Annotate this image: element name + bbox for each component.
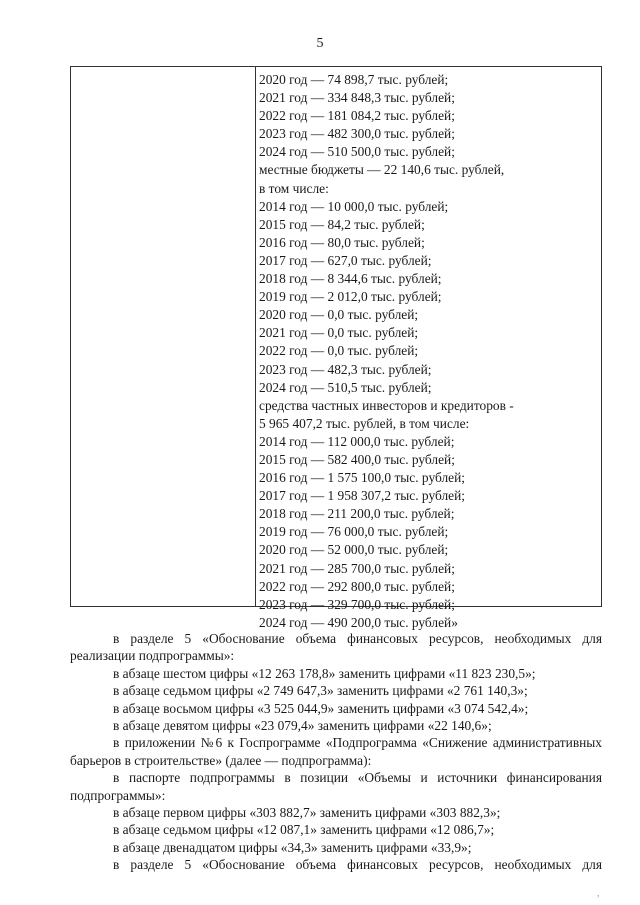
table-line: 2016 год — 80,0 тыс. рублей; <box>259 234 425 250</box>
table-line: 2014 год — 112 000,0 тыс. рублей; <box>259 433 455 449</box>
funding-table <box>70 66 602 630</box>
table-line: 2024 год — 510 500,0 тыс. рублей; <box>259 144 455 160</box>
table-line: 2016 год — 1 575 100,0 тыс. рублей; <box>259 470 465 486</box>
paragraph-appendix-6: в приложении №6 к Госпрограмме «Подпрограмма «Снижение административных барьеров в строительстве» (далее — подпрограмма): <box>70 735 602 768</box>
table-line: 2022 год — 181 084,2 тыс. рублей; <box>259 108 455 124</box>
edge-mark: , <box>597 888 600 899</box>
paragraph-abzats-12: в абзаце двенадцатом цифры «34,3» заменить цифрами «33,9»; <box>113 839 472 855</box>
table-line: 5 965 407,2 тыс. рублей, в том числе: <box>259 415 470 431</box>
table-line: 2023 год — 482,3 тыс. рублей; <box>259 361 432 377</box>
table-line: 2017 год — 1 958 307,2 тыс. рублей; <box>259 488 465 504</box>
table-line: 2019 год — 76 000,0 тыс. рублей; <box>259 524 449 540</box>
table-line: 2017 год — 627,0 тыс. рублей; <box>259 252 432 268</box>
table-line: 2023 год — 482 300,0 тыс. рублей; <box>259 126 455 142</box>
paragraph-abzats-1: в абзаце первом цифры «303 882,7» заменить цифрами «303 882,3»; <box>113 805 501 821</box>
paragraph-abzats-8: в абзаце восьмом цифры «3 525 044,9» заменить цифрами «3 074 542,4»; <box>113 700 529 716</box>
document-body <box>70 630 602 874</box>
table-line: 2022 год — 0,0 тыс. рублей; <box>259 343 419 359</box>
table-line: 2020 год — 52 000,0 тыс. рублей; <box>259 542 449 558</box>
table-line: в том числе: <box>259 180 329 196</box>
paragraph-abzats-7b: в абзаце седьмом цифры «12 087,1» заменить цифрами «12 086,7»; <box>113 822 495 838</box>
paragraph-section5-b: в разделе 5 «Обоснование объема финансовых ресурсов, необходимых для <box>113 857 602 873</box>
table-line: местные бюджеты — 22 140,6 тыс. рублей, <box>259 162 505 178</box>
table-line: 2014 год — 10 000,0 тыс. рублей; <box>259 198 449 214</box>
table-line: 2024 год — 490 200,0 тыс. рублей» <box>259 614 458 630</box>
paragraph-passport: в паспорте подпрограммы в позиции «Объемы и источники финансирования подпрограммы»: <box>70 770 602 803</box>
table-line: 2015 год — 582 400,0 тыс. рублей; <box>259 451 455 467</box>
table-line: 2021 год — 285 700,0 тыс. рублей; <box>259 560 455 576</box>
table-right-cell <box>259 71 597 632</box>
paragraph-abzats-6: в абзаце шестом цифры «12 263 178,8» заменить цифрами «11 823 230,5»; <box>113 665 536 681</box>
table-line: 2021 год — 0,0 тыс. рублей; <box>259 325 419 341</box>
paragraph-section5: в разделе 5 «Обоснование объема финансовых ресурсов, необходимых для реализации подпрограммы»: <box>70 631 602 664</box>
paragraph-abzats-7: в абзаце седьмом цифры «2 749 647,3» заменить цифрами «2 761 140,3»; <box>113 683 528 699</box>
table-line: 2021 год — 334 848,3 тыс. рублей; <box>259 90 455 106</box>
table-line: 2020 год — 74 898,7 тыс. рублей; <box>259 72 449 87</box>
page-number: 5 <box>316 36 324 51</box>
table-line: 2020 год — 0,0 тыс. рублей; <box>259 307 419 323</box>
table-line: 2019 год — 2 012,0 тыс. рублей; <box>259 289 442 305</box>
table-line: 2024 год — 510,5 тыс. рублей; <box>259 379 432 395</box>
table-line: 2018 год — 8 344,6 тыс. рублей; <box>259 271 442 287</box>
table-line: 2018 год — 211 200,0 тыс. рублей; <box>259 506 455 522</box>
table-column-divider <box>255 67 256 606</box>
table-line: средства частных инвесторов и кредиторов - <box>259 397 514 413</box>
table-line: 2023 год — 329 700,0 тыс. рублей; <box>259 596 455 612</box>
table-line: 2015 год — 84,2 тыс. рублей; <box>259 216 425 232</box>
paragraph-abzats-9: в абзаце девятом цифры «23 079,4» заменить цифрами «22 140,6»; <box>113 718 492 734</box>
table-line: 2022 год — 292 800,0 тыс. рублей; <box>259 578 455 594</box>
